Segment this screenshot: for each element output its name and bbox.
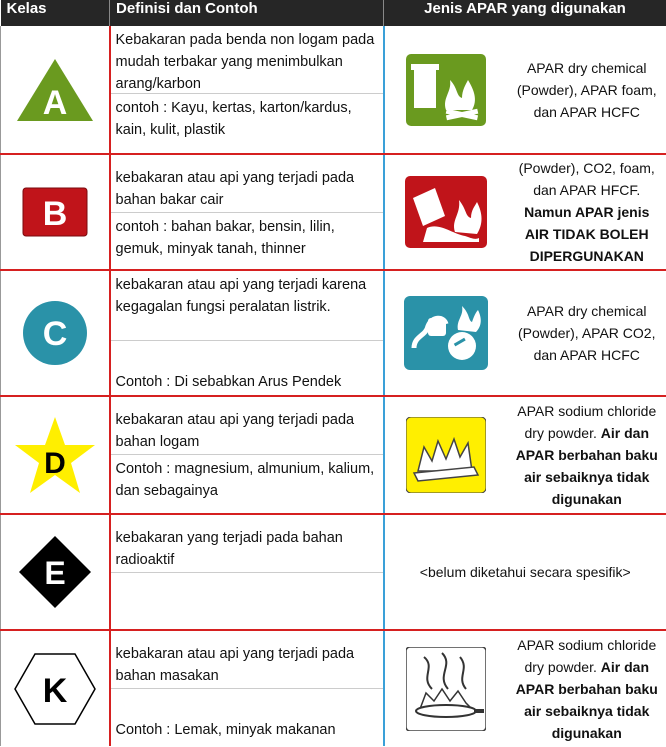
class-a-fire-icon bbox=[406, 54, 486, 126]
class-k-apar-warning: Air dan APAR berbahan baku air sebaiknya tidak digunakan bbox=[515, 658, 658, 741]
class-d-fire-icon bbox=[406, 417, 486, 493]
class-b-apar-warning: Namun APAR jenis AIR TIDAK BOLEH DIPERGUNAKAN bbox=[524, 204, 650, 264]
class-k-definition-cell bbox=[110, 630, 384, 746]
class-a-cell bbox=[1, 26, 110, 154]
class-b-example: contoh : bahan bakar, bensin, lilin, gemuk, minyak tanah, thinner bbox=[115, 219, 335, 257]
class-e-apar-cell bbox=[384, 514, 666, 630]
class-b-icon-cell bbox=[384, 154, 508, 270]
class-a-definition-cell bbox=[110, 26, 384, 154]
class-d-icon-cell bbox=[384, 396, 508, 514]
class-e-diamond-icon bbox=[17, 534, 93, 610]
class-e-letter: E bbox=[44, 555, 66, 591]
class-d-cell bbox=[1, 396, 110, 514]
class-e-cell bbox=[1, 514, 110, 630]
class-e-definition: kebakaran yang terjadi pada bahan radioaktif bbox=[111, 515, 383, 573]
class-b-definition-cell bbox=[110, 154, 384, 270]
class-e-example bbox=[111, 573, 383, 578]
class-b-square-icon bbox=[22, 187, 88, 237]
class-e-apar-text: <belum diketahui secara spesifik> bbox=[419, 564, 631, 580]
class-d-apar-warning: Air dan APAR berbahan baku air sebaiknya tidak digunakan bbox=[515, 425, 658, 507]
class-a-apar-text: APAR dry chemical (Powder), APAR foam, dan APAR HCFC bbox=[516, 59, 657, 120]
class-d-letter: D bbox=[43, 447, 66, 480]
class-d-example: Contoh : magnesium, almunium, kalium, dan sebagainya bbox=[115, 461, 375, 499]
class-c-apar-text: APAR dry chemical (Powder), APAR CO2, dan APAR HCFC bbox=[518, 303, 656, 363]
class-a-letter: A bbox=[42, 83, 68, 122]
class-c-circle-icon bbox=[22, 300, 88, 366]
table-row-class-a bbox=[1, 26, 666, 154]
class-b-apar-cell bbox=[508, 154, 666, 270]
class-a-triangle-icon bbox=[15, 57, 95, 123]
table-row-class-d bbox=[1, 396, 666, 514]
class-k-apar-cell bbox=[508, 630, 666, 746]
header-definisi: Definisi dan Contoh bbox=[110, 0, 384, 26]
class-b-apar-text: (Powder), CO2, foam, dan APAR HFCF. bbox=[518, 160, 655, 198]
class-k-hexagon-icon bbox=[13, 652, 97, 726]
class-k-icon-cell bbox=[384, 630, 508, 746]
class-c-apar-cell bbox=[508, 270, 666, 396]
class-k-cell bbox=[1, 630, 110, 746]
class-k-letter: K bbox=[42, 671, 68, 710]
class-c-example: Contoh : Di sebabkan Arus Pendek bbox=[115, 374, 342, 390]
class-e-definition-cell bbox=[110, 514, 384, 630]
class-c-definition: kebakaran atau api yang terjadi karena kegagalan fungsi peralatan listrik. bbox=[111, 271, 383, 341]
class-a-apar-cell bbox=[508, 26, 666, 154]
class-b-fire-icon bbox=[405, 176, 487, 248]
class-a-definition: Kebakaran pada benda non logam pada mudah terbakar yang menimbulkan arang/karbon bbox=[111, 26, 383, 94]
class-b-definition: kebakaran atau api yang terjadi pada bahan bakar cair bbox=[111, 155, 383, 213]
class-d-definition: kebakaran atau api yang terjadi pada bahan logam bbox=[111, 397, 383, 455]
table-row-class-b bbox=[1, 154, 666, 270]
class-d-apar-text: APAR sodium chloride dry powder. bbox=[517, 403, 657, 441]
table-row-class-k bbox=[1, 630, 666, 746]
header-jenis-apar: Jenis APAR yang digunakan bbox=[384, 0, 666, 26]
table-row-class-c bbox=[1, 270, 666, 396]
class-c-definition-cell bbox=[110, 270, 384, 396]
class-c-letter: C bbox=[42, 315, 68, 353]
class-b-letter: B bbox=[42, 195, 68, 233]
class-k-example: Contoh : Lemak, minyak makanan bbox=[115, 722, 336, 738]
class-c-icon-cell bbox=[384, 270, 508, 396]
class-d-apar-cell bbox=[508, 396, 666, 514]
class-k-definition: kebakaran atau api yang terjadi pada bahan masakan bbox=[111, 631, 383, 689]
header-row bbox=[1, 0, 666, 26]
header-kelas: Kelas bbox=[1, 0, 110, 26]
class-a-icon-cell bbox=[384, 26, 508, 154]
class-c-cell bbox=[1, 270, 110, 396]
class-c-fire-icon bbox=[404, 296, 488, 370]
table-row-class-e bbox=[1, 514, 666, 630]
class-k-fire-icon bbox=[406, 647, 486, 731]
class-b-cell bbox=[1, 154, 110, 270]
class-a-example: contoh : Kayu, kertas, karton/kardus, kain, kulit, plastik bbox=[115, 100, 352, 138]
class-k-apar-text: APAR sodium chloride dry powder. bbox=[517, 636, 657, 675]
class-d-star-icon bbox=[13, 415, 97, 495]
class-d-definition-cell bbox=[110, 396, 384, 514]
